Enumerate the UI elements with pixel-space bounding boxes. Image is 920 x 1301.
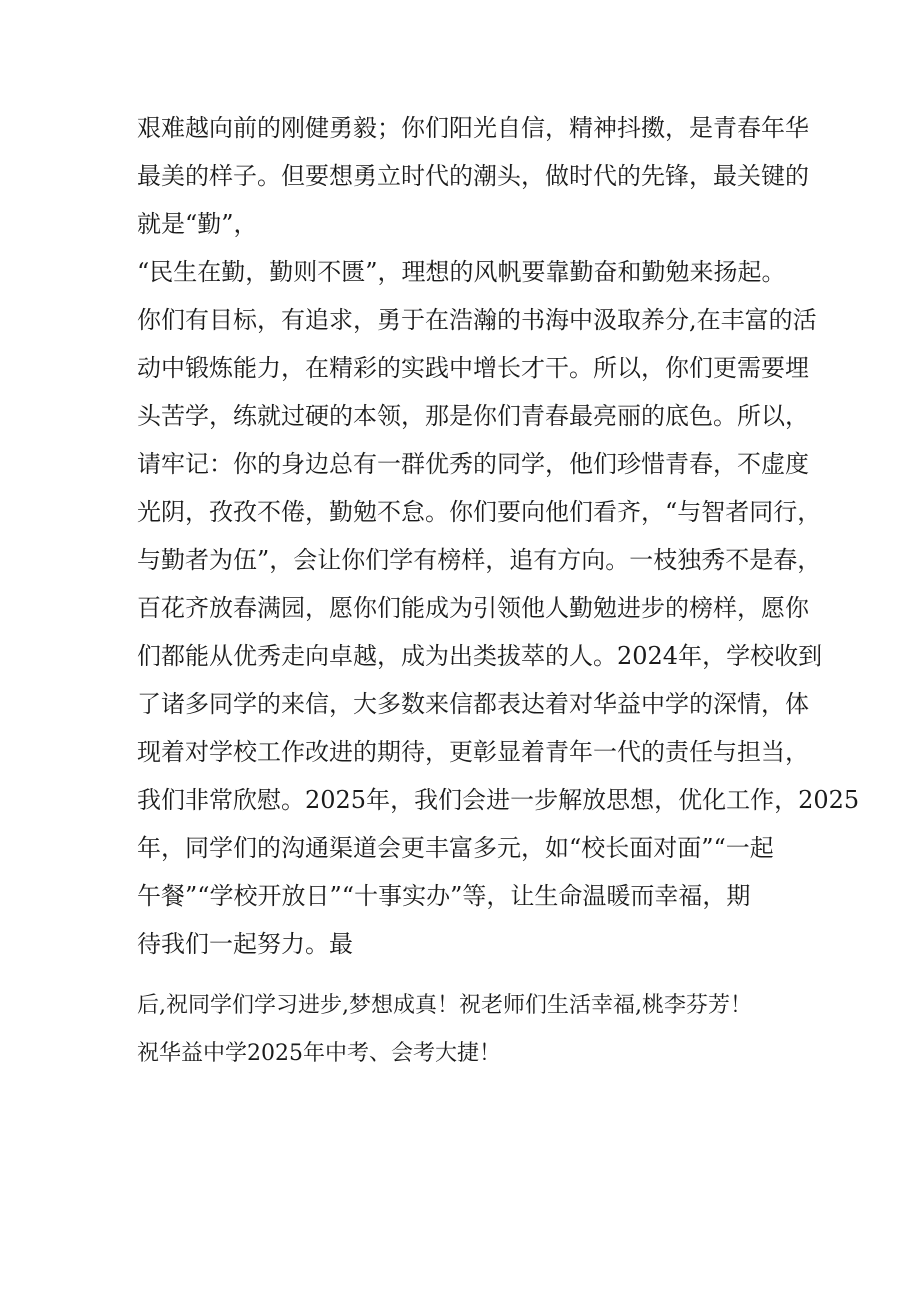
text-line-6: 动中锻炼能力，在精彩的实践中增长才干。所以，你们更需要埋 — [137, 354, 809, 382]
text-line-1: 艰难越向前的刚健勇毅；你们阳光自信，精神抖擞，是青春年华 — [137, 114, 809, 142]
text-line-17: 午餐”“学校开放日”“十事实办”等，让生命温暖而幸福，期 — [137, 882, 751, 910]
text-line-20: 祝华益中学2025年中考、会考大捷！ — [137, 1041, 501, 1066]
text-line-15: 我们非常欣慰。2025年，我们会进一步解放思想，优化工作，2025 — [137, 786, 860, 814]
text-line-7: 头苦学，练就过硬的本领，那是你们青春最亮丽的底色。所以， — [137, 402, 809, 430]
text-line-11: 百花齐放春满园，愿你们能成为引领他人勤勉进步的榜样，愿你 — [137, 594, 809, 622]
text-line-13: 了诸多同学的来信，大多数来信都表达着对华益中学的深情，体 — [137, 690, 809, 718]
text-line-18: 待我们一起努力。最 — [137, 930, 353, 958]
text-line-2: 最美的样子。但要想勇立时代的潮头，做时代的先锋，最关键的 — [137, 162, 809, 190]
text-line-4: “民生在勤，勤则不匮”，理想的风帆要靠勤奋和勤勉来扬起。 — [137, 258, 786, 286]
text-line-16: 年，同学们的沟通渠道会更丰富多元，如“校长面对面”“一起 — [137, 834, 774, 862]
text-line-12: 们都能从优秀走向卓越，成为出类拔萃的人。2024年，学校收到 — [137, 642, 823, 670]
text-line-9: 光阴，孜孜不倦，勤勉不怠。你们要向他们看齐，“与智者同行， — [137, 498, 822, 526]
text-line-10: 与勤者为伍”，会让你们学有榜样，追有方向。一枝独秀不是春， — [137, 546, 822, 574]
text-line-3: 就是“勤”， — [137, 210, 258, 238]
text-line-8: 请牢记：你的身边总有一群优秀的同学，他们珍惜青春，不虚度 — [137, 450, 809, 478]
text-line-19: 后,祝同学们学习进步,梦想成真！祝老师们生活幸福,桃李芬芳！ — [137, 993, 752, 1018]
text-line-14: 现着对学校工作改进的期待，更彰显着青年一代的责任与担当， — [137, 738, 809, 766]
text-line-5: 你们有目标，有追求，勇于在浩瀚的书海中汲取养分,在丰富的活 — [137, 306, 817, 334]
